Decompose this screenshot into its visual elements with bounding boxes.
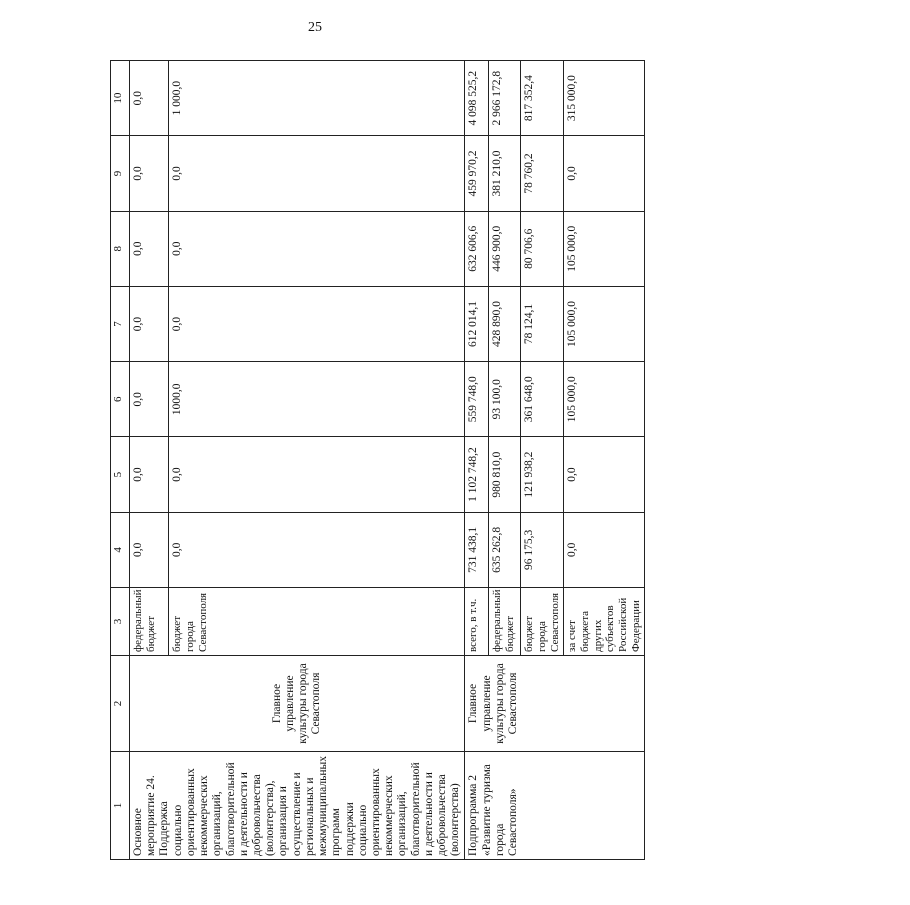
value-cell: 0,0 [130,286,169,361]
value-cell: 0,0 [130,437,169,512]
value-cell: 0,0 [564,437,645,512]
value-cell: 0,0 [169,211,465,286]
header-col-9: 9 [111,136,130,211]
value-cell: 0,0 [564,512,645,587]
header-col-2: 2 [111,656,130,752]
value-cell: 1000,0 [169,362,465,437]
measure-description: Основное мероприятие 24. Поддержка социально ориентированных некоммерческих организаций, благотворительной и деятельности и добровольчества (волонтерства), организация и осуществление и региональных и межмуниципальных программ поддержки социально ориентированных некоммерческих организаций, благотворительной и деятельности и добровольчества (волонтерства) [130,752,465,860]
page-number: 25 [308,20,322,35]
value-cell: 731 438,1 [465,512,489,587]
header-col-5: 5 [111,437,130,512]
value-cell: 2 966 172,8 [489,61,521,136]
funding-source: бюджет города Севастополя [521,588,564,656]
value-cell: 105 000,0 [564,211,645,286]
funding-source: федеральный бюджет [489,588,521,656]
value-cell: 78 124,1 [521,286,564,361]
value-cell: 315 000,0 [564,61,645,136]
value-cell: 635 262,8 [489,512,521,587]
value-cell: 559 748,0 [465,362,489,437]
value-cell: 0,0 [130,211,169,286]
value-cell: 632 606,6 [465,211,489,286]
value-cell: 1 102 748,2 [465,437,489,512]
value-cell: 1 000,0 [169,61,465,136]
rotated-table-frame [110,60,910,856]
value-cell: 817 352,4 [521,61,564,136]
table-header-row [111,61,130,860]
value-cell: 0,0 [169,136,465,211]
header-col-6: 6 [111,362,130,437]
value-cell: 105 000,0 [564,286,645,361]
funding-source: всего, в т.ч. [465,588,489,656]
budget-table [110,60,645,860]
value-cell: 980 810,0 [489,437,521,512]
value-cell: 0,0 [169,437,465,512]
value-cell: 459 970,2 [465,136,489,211]
value-cell: 0,0 [130,512,169,587]
value-cell: 78 760,2 [521,136,564,211]
value-cell: 105 000,0 [564,362,645,437]
value-cell: 0,0 [130,61,169,136]
value-cell: 361 648,0 [521,362,564,437]
header-col-4: 4 [111,512,130,587]
value-cell: 0,0 [169,286,465,361]
header-col-8: 8 [111,211,130,286]
header-col-10: 10 [111,61,130,136]
table-row [130,61,169,860]
value-cell: 428 890,0 [489,286,521,361]
funding-source: федеральный бюджет [130,588,169,656]
table-row [465,61,489,860]
header-col-7: 7 [111,286,130,361]
value-cell: 0,0 [169,512,465,587]
responsible-organization: Главное управление культуры города Севастополя [130,656,465,752]
value-cell: 121 938,2 [521,437,564,512]
value-cell: 381 210,0 [489,136,521,211]
value-cell: 446 900,0 [489,211,521,286]
value-cell: 80 706,6 [521,211,564,286]
value-cell: 0,0 [130,136,169,211]
value-cell: 0,0 [130,362,169,437]
header-col-1: 1 [111,752,130,860]
value-cell: 93 100,0 [489,362,521,437]
subprogram-description: Подпрограмма 2 «Развитие туризма города Севастополя» [465,752,645,860]
value-cell: 4 098 525,2 [465,61,489,136]
funding-source: бюджет города Севастополя [169,588,465,656]
value-cell: 96 175,3 [521,512,564,587]
funding-source: за счет бюджета других субъектов Российской Федерации [564,588,645,656]
value-cell: 0,0 [564,136,645,211]
header-col-3: 3 [111,588,130,656]
responsible-organization: Главное управление культуры города Севастополя [465,656,645,752]
value-cell: 612 014,1 [465,286,489,361]
